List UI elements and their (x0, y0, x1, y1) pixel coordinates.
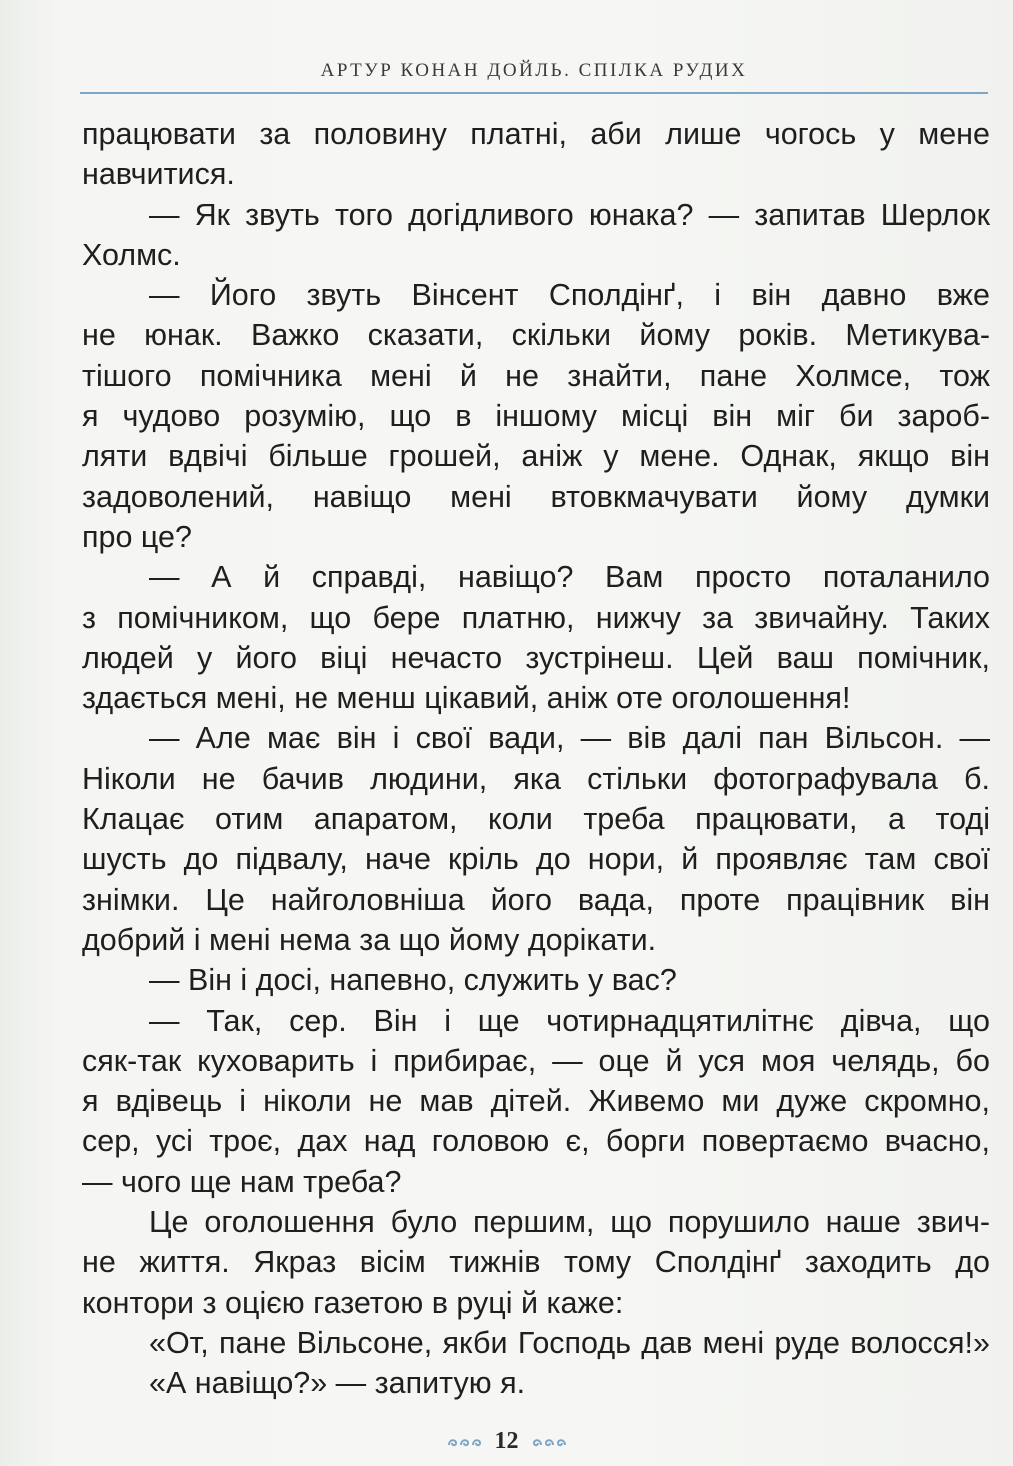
text-line: тішого помічника мені й не знайти, пане Холмсе, тож (82, 358, 990, 393)
swirl-ornament-left-icon (447, 1435, 487, 1449)
text-line: не юнак. Важко сказати, скільки йому років. Метикува- (82, 318, 990, 353)
text-line: я чудово розумію, що в іншому місці він міг би зароб- (82, 399, 990, 434)
text-line: я вдівець і ніколи не мав дітей. Живемо ми дуже скромно, (82, 1084, 990, 1119)
text-line: — Але має він і свої вади, — вів далі пан Вільсон. — (149, 721, 990, 756)
text-line: Холмс. (82, 237, 181, 272)
text-line: Клацає отим апаратом, коли треба працювати, а тоді (82, 802, 990, 837)
text-line: — Його звуть Вінсент Сполдінґ, і він давно вже (149, 278, 990, 313)
text-line: — чого ще нам треба? (82, 1164, 402, 1199)
text-line: працювати за половину платні, аби лише чогось у мене (82, 117, 990, 151)
text-line: здається мені, не менш цікавий, аніж оте оголошення! (82, 681, 851, 716)
text-line: сяк-так куховарить і прибирає, — оце й уся моя челядь, бо (82, 1043, 990, 1078)
text-line: задоволений, навіщо мені втовкмачувати йому думки (82, 479, 990, 514)
text-line: людей у його віці нечасто зустрінеш. Цей ваш помічник, (82, 640, 990, 675)
text-line: про це? (82, 519, 192, 554)
text-line: «А навіщо?» — запитую я. (149, 1366, 526, 1401)
text-line: Це оголошення було першим, що порушило наше звич- (149, 1205, 990, 1240)
body-text (82, 114, 990, 1404)
running-header: АРТУР КОНАН ДОЙЛЬ. СПІЛКА РУДИХ (320, 60, 748, 81)
text-line: «От, пане Вільсоне, якби Господь дав мені руде волосся!» (149, 1325, 990, 1360)
text-line: знімки. Це найголовніша його вада, проте працівник він (82, 882, 990, 917)
text-line: — Як звуть того догідливого юнака? — запитав Шерлок (149, 197, 990, 232)
text-line: з помічником, що бере платню, нижчу за звичайну. Таких (82, 600, 990, 635)
text-line: — Так, сер. Він і ще чотирнадцятилітнє дівча, що (149, 1003, 990, 1038)
text-line: — А й справді, навіщо? Вам просто поталанило (149, 560, 990, 595)
text-line: навчитися. (82, 157, 235, 192)
header-rule (80, 92, 988, 94)
text-line: добрий і мені нема за що йому дорікати. (82, 922, 657, 957)
text-line: ляти вдвічі більше грошей, аніж у мене. Однак, якщо він (82, 439, 990, 474)
page-number: 12 (494, 1428, 519, 1454)
page-footer (0, 1428, 1013, 1462)
text-line: шусть до підвалу, наче кріль до нори, й проявляє там свої (82, 842, 990, 877)
text-line: Ніколи не бачив людини, яка стільки фотографувала б. (82, 761, 990, 796)
text-line: контори з оцією газетою в руці й каже: (82, 1285, 624, 1320)
text-line: не життя. Якраз вісім тижнів тому Сполдінґ заходить до (82, 1245, 990, 1280)
text-line: — Він і досі, напевно, служить у вас? (149, 963, 677, 998)
text-line: сер, усі троє, дах над головою є, борги повертаємо вчасно, (82, 1124, 990, 1159)
swirl-ornament-right-icon (527, 1435, 567, 1449)
